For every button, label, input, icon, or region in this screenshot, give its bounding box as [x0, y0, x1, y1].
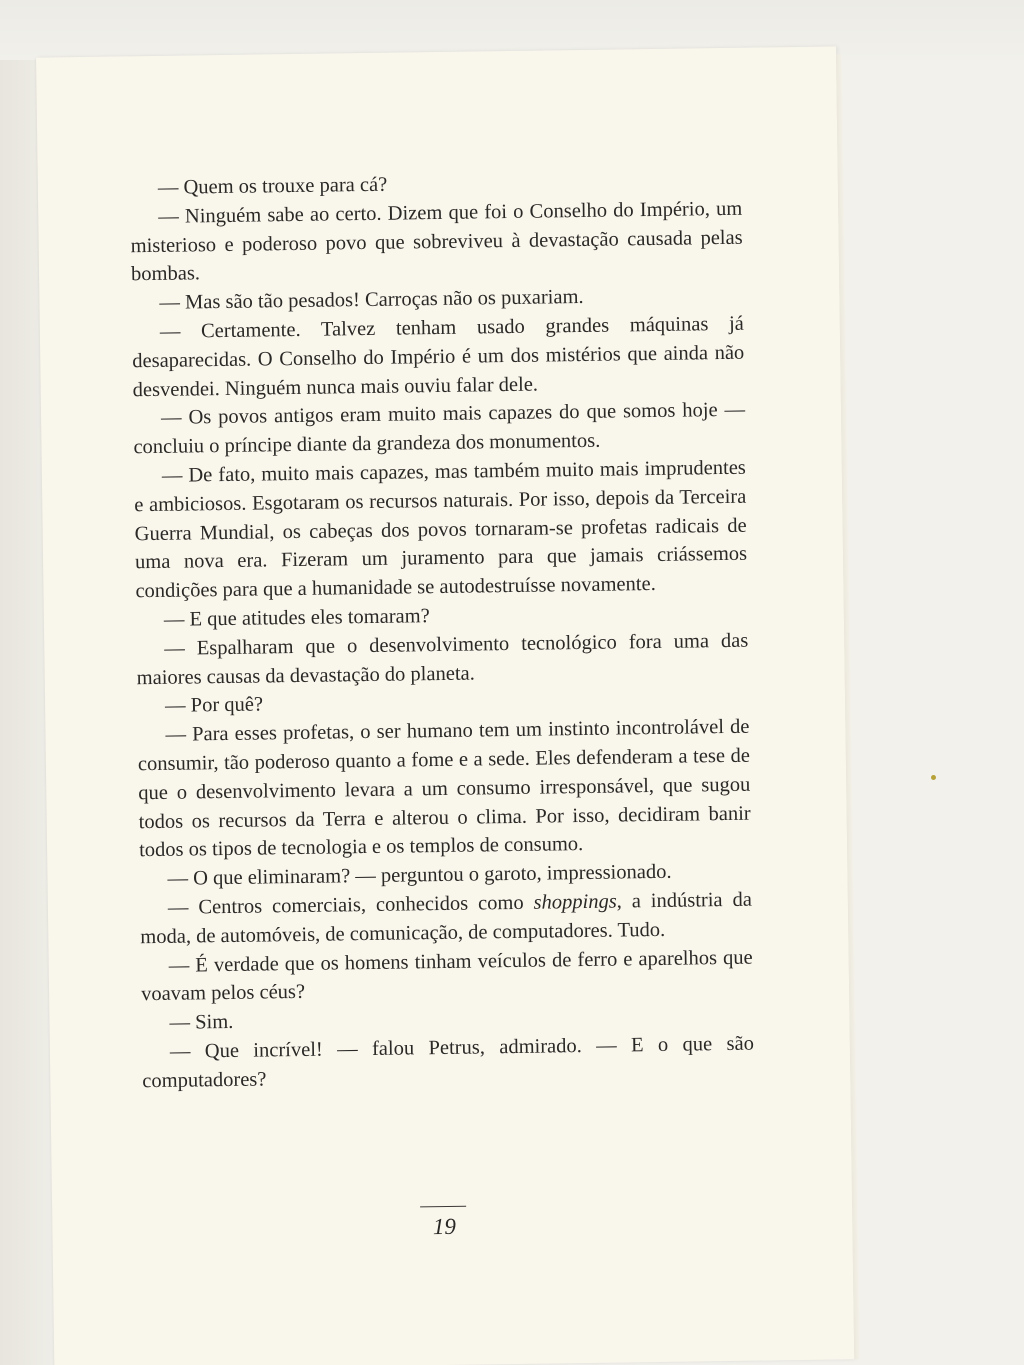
- paragraph: — O que eliminaram? — perguntou o garoto, impressionado.: [167, 860, 672, 890]
- paragraph: — Certamente. Talvez tenham usado grandes máquinas já desaparecidas. O Conselho do Império é um dos mistérios que ainda não desvendei. Ninguém nunca mais ouviu falar dele.: [132, 312, 745, 401]
- paragraph: — De fato, muito mais capazes, mas também muito mais imprudentes e ambiciosos. Esgotaram os recursos naturais. Por isso, depois da Terceira Guerra Mundial, os cabeças dos povos tornaram-se profetas radicais de uma nova era. Fizeram um juramento para que jamais criássemos condições para que a humanidade se autodestruísse novamente.: [134, 456, 748, 603]
- paragraph: — Mas são tão pesados! Carroças não os puxariam.: [159, 286, 584, 315]
- emphasized-word: shoppings: [533, 890, 617, 914]
- paragraph: — E que atitudes eles tomaram?: [163, 605, 430, 631]
- paragraph: — É verdade que os homens tinham veículos de ferro e aparelhos que voavam pelos céus?: [140, 946, 753, 1006]
- paragraph: — Espalharam que o desenvolvimento tecnológico fora uma das maiores causas da devastação do planeta.: [136, 629, 749, 689]
- dust-speck: [931, 775, 936, 780]
- paragraph: — Que incrível! — falou Petrus, admirado. — E o que são computadores?: [142, 1032, 755, 1092]
- page-edge: [836, 54, 860, 1359]
- body-text: [130, 166, 755, 1096]
- paragraph: — Por quê?: [164, 693, 264, 718]
- page-number: 19: [432, 1213, 457, 1240]
- paragraph: — Quem os trouxe para cá?: [157, 173, 388, 199]
- paragraph-text: , a indústria da moda, de automóveis, de comunicação, de computadores. Tudo.: [140, 888, 753, 948]
- page-number-divider: [420, 1206, 466, 1208]
- paragraph-with-emphasis: [140, 886, 753, 952]
- paragraph: — Para esses profetas, o ser humano tem um instinto incontrolável de consumir, tão poderoso quanto a fome e a sede. Eles defenderam a tese de que o desenvolvimento levara a um consumo irresponsável, que sugou todos os recursos da Terra e alterou o clima. Por isso, decidiram banir todos os tipos de tecnologia e os templos de consumo.: [137, 715, 751, 862]
- paragraph: — Os povos antigos eram muito mais capazes do que somos hoje — concluiu o príncipe diante da grandeza dos monumentos.: [133, 399, 746, 459]
- book-page: [36, 46, 854, 1365]
- paragraph: — Ninguém sabe ao certo. Dizem que foi o Conselho do Império, um misterioso e poderoso povo que sobreviveu à devastação causada pelas bombas.: [130, 197, 743, 286]
- paragraph-text: — Centros comerciais, conhecidos como: [167, 891, 534, 919]
- paragraph: — Sim.: [169, 1011, 234, 1034]
